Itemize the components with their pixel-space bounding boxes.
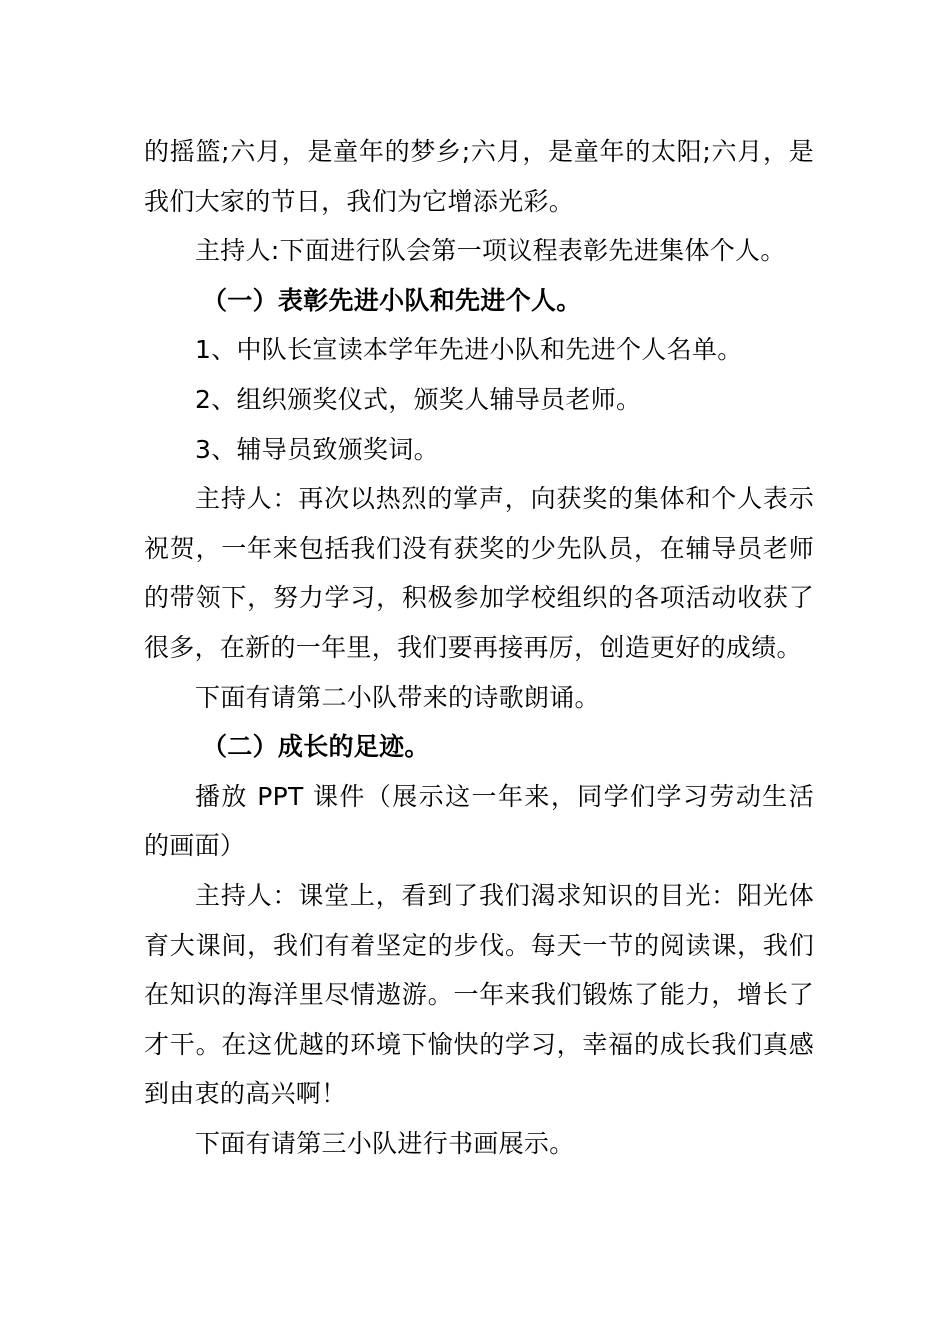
paragraph-poetry-recital: 下面有请第二小队带来的诗歌朗诵。 — [195, 682, 600, 712]
paragraph-host-commendation-intro: 主持人:下面进行队会第一项议程表彰先进集体个人。 — [195, 236, 786, 266]
paragraph-host-classroom: 主持人：课堂上，看到了我们渴求知识的目光：阳光体育大课间，我们有着坚定的步伐。每天一节的阅读课，我们在知识的海洋里尽情遨游。一年来我们锻炼了能力，增长了才干。在这优越的环境下愉快的学习，幸福的成长我们真感到由衷的高兴啊！ — [144, 880, 814, 1109]
paragraph-host-congratulations: 主持人：再次以热烈的掌声，向获奖的集体和个人表示祝贺，一年来包括我们没有获奖的少先队员，在辅导员老师的带领下，努力学习，积极参加学校组织的各项活动收获了很多，在新的一年里，我们要再接再厉，创造更好的成绩。 — [144, 484, 814, 662]
list-item-2: 2、组织颁奖仪式，颁奖人辅导员老师。 — [195, 384, 642, 414]
paragraph-ppt-slides: 播放 PPT 课件（展示这一年来，同学们学习劳动生活的画面） — [144, 781, 814, 861]
section-heading-growth: （二）成长的足迹。 — [202, 732, 430, 762]
paragraph-calligraphy-show: 下面有请第三小队进行书画展示。 — [195, 1128, 575, 1158]
paragraph-opening-continuation: 的摇篮;六月，是童年的梦乡;六月，是童年的太阳;六月，是我们大家的节日，我们为它增添光彩。 — [144, 137, 814, 216]
list-item-1: 1、中队长宣读本学年先进小队和先进个人名单。 — [195, 335, 743, 365]
list-item-3: 3、辅导员致颁奖词。 — [195, 434, 439, 464]
section-heading-commendation: （一）表彰先进小队和先进个人。 — [202, 285, 582, 315]
document-body — [144, 127, 814, 1168]
